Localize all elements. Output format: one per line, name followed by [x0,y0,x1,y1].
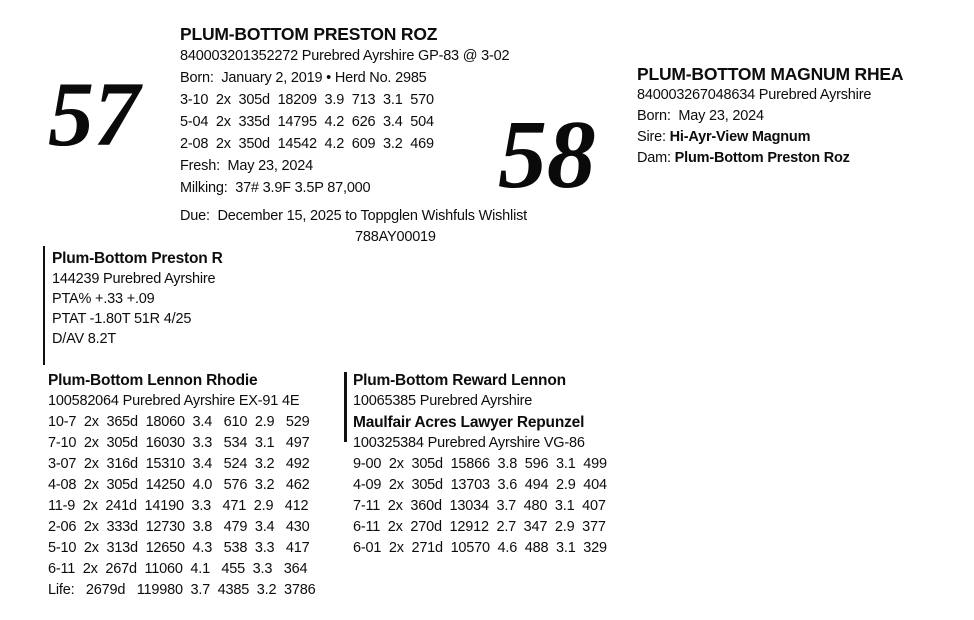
dam-lactation-records [48,412,315,601]
lactation-record-row: 2-08 2x 350d 14542 4.2 609 3.2 469 [180,136,434,152]
sire-ptat-line: PTAT -1.80T 51R 4/25 [52,311,192,327]
born-value: May 23, 2024 [678,108,764,124]
lactation-record-row: 10-7 2x 365d 18060 3.4 610 2.9 529 [48,414,310,430]
lactation-record-row: Life: 2679d 119980 3.7 4385 3.2 3786 [48,582,316,598]
maternal-granddam-name: Maulfair Acres Lawyer Repunzel [353,414,585,431]
lot58-dam-line [637,148,903,169]
lot57-due-info [180,206,527,248]
lot58-born-line [637,106,903,127]
lot57-milking-line: Milking: 37# 3.9F 3.5P 87,000 [180,180,371,196]
lactation-record-row: 3-07 2x 316d 15310 3.4 524 3.2 492 [48,456,310,472]
lot58-animal-name: PLUM-BOTTOM MAGNUM RHEA [637,64,904,84]
lot58-maternal-pedigree-block [353,370,607,559]
lot57-born-line: Born: January 2, 2019 • Herd No. 2985 [180,70,427,86]
maternal-dam-name: Plum-Bottom Reward Lennon [353,372,566,389]
sire-name: Plum-Bottom Preston R [52,250,223,267]
lot57-fresh-line: Fresh: May 23, 2024 [180,158,314,174]
lactation-record-row: 5-04 2x 335d 14795 4.2 626 3.4 504 [180,114,434,130]
pedigree-bracket-bar [344,372,347,442]
lactation-record-row: 7-11 2x 360d 13034 3.7 480 3.1 407 [353,498,606,514]
lactation-record-row: 6-01 2x 271d 10570 4.6 488 3.1 329 [353,540,607,556]
lactation-record-row: 4-08 2x 305d 14250 4.0 576 3.2 462 [48,477,310,493]
lactation-record-row: 6-11 2x 270d 12912 2.7 347 2.9 377 [353,519,606,535]
dam-label: Dam: [637,150,675,166]
lot57-entry [180,23,509,199]
maternal-granddam-registration-line: 100325384 Purebred Ayrshire VG-86 [353,435,585,451]
dam-name: Plum-Bottom Lennon Rhodie [48,372,258,389]
sire-dav-line: D/AV 8.2T [52,331,117,347]
dam-registration-line: 100582064 Purebred Ayrshire EX-91 4E [48,393,300,409]
sire-value: Hi-Ayr-View Magnum [669,129,811,145]
sire-registration-line: 144239 Purebred Ayrshire [52,271,216,287]
lot58-entry [637,63,903,169]
maternal-dam-registration-line: 10065385 Purebred Ayrshire [353,393,533,409]
lactation-record-row: 9-00 2x 305d 15866 3.8 596 3.1 499 [353,456,607,472]
maternal-lactation-records [353,454,607,559]
lactation-record-row: 5-10 2x 313d 12650 4.3 538 3.3 417 [48,540,310,556]
dam-value: Plum-Bottom Preston Roz [674,150,850,166]
lot57-lactation-records [180,89,509,155]
lot57-due-line: Due: December 15, 2025 to Toppglen Wishfuls Wishlist [180,208,527,224]
lactation-record-row: 6-11 2x 267d 11060 4.1 455 3.3 364 [48,561,308,577]
lot57-dam-pedigree-block [48,370,315,601]
lactation-record-row: 2-06 2x 333d 12730 3.8 479 3.4 430 [48,519,310,535]
lot57-animal-name: PLUM-BOTTOM PRESTON ROZ [180,24,438,44]
lot57-sire-pedigree-block [43,246,223,365]
sire-pta-line: PTA% +.33 +.09 [52,291,155,307]
sire-label: Sire: [637,129,670,145]
lactation-record-row: 7-10 2x 305d 16030 3.3 534 3.1 497 [48,435,310,451]
lot58-sire-line [637,127,903,148]
lot57-service-sire-reg: 788AY00019 [355,229,436,245]
born-label: Born: [637,108,675,124]
lot57-registration-line: 840003201352272 Purebred Ayrshire GP-83 @ 3-02 [180,48,510,64]
lot-number-58: 58 [498,101,596,209]
lactation-record-row: 4-09 2x 305d 13703 3.6 494 2.9 404 [353,477,607,493]
lactation-record-row: 11-9 2x 241d 14190 3.3 471 2.9 412 [48,498,309,514]
lot-number-57: 57 [48,63,140,165]
lactation-record-row: 3-10 2x 305d 18209 3.9 713 3.1 570 [180,92,434,108]
lot58-registration-line: 840003267048634 Purebred Ayrshire [637,87,872,103]
